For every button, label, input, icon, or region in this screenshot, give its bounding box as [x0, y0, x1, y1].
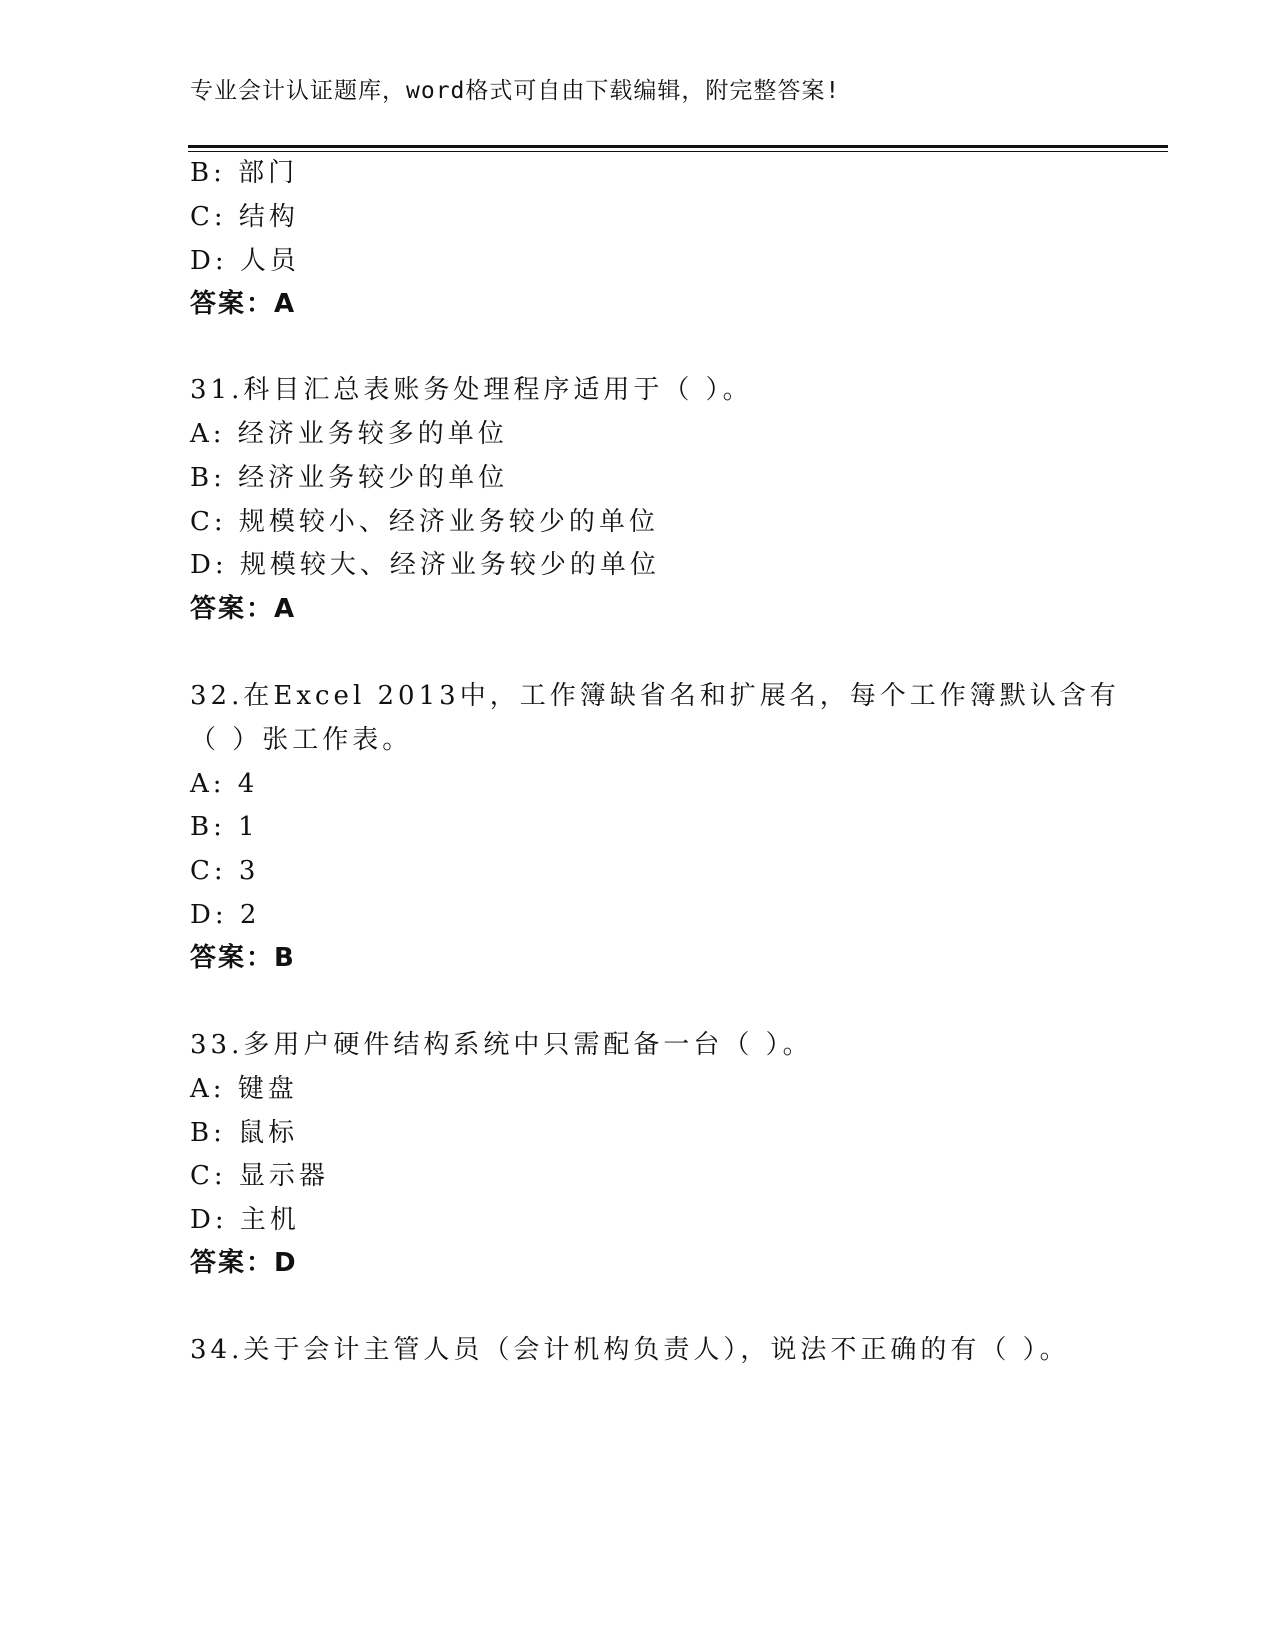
- answer-value: D: [274, 1248, 298, 1278]
- question-33-answer: [190, 1250, 298, 1276]
- answer-label: 答案：: [190, 1248, 275, 1278]
- header-divider-thick: [188, 145, 1168, 148]
- question-32-option-c: C: 3: [190, 856, 260, 886]
- question-31-option-b: B: 经济业务较少的单位: [190, 463, 509, 493]
- question-31-stem: 31.科目汇总表账务处理程序适用于（ ）。: [190, 375, 753, 405]
- question-33-option-c: C: 显示器: [190, 1161, 329, 1191]
- question-33-option-b: B: 鼠标: [190, 1118, 299, 1148]
- answer-label: 答案：: [190, 594, 275, 624]
- header-divider-thin: [188, 151, 1168, 152]
- question-31-option-d: D: 规模较大、经济业务较少的单位: [190, 550, 660, 580]
- question-33-option-d: D: 主机: [190, 1205, 300, 1235]
- answer-label: 答案：: [190, 289, 275, 319]
- question-33-option-a: A: 键盘: [190, 1074, 298, 1104]
- prev-answer: [190, 291, 296, 317]
- question-32-stem-line-1: 32.在Excel 2013中，工作簿缺省名和扩展名，每个工作簿默认含有: [190, 681, 1120, 711]
- answer-value: A: [274, 289, 297, 319]
- question-32-option-a: A: 4: [190, 769, 259, 799]
- question-31-option-c: C: 规模较小、经济业务较少的单位: [190, 507, 659, 537]
- question-34-stem: 34.关于会计主管人员（会计机构负责人），说法不正确的有（ ）。: [190, 1335, 1070, 1365]
- question-31-answer: [190, 596, 296, 622]
- answer-value: A: [274, 594, 297, 624]
- answer-label: 答案：: [190, 943, 275, 973]
- prev-option-b: B: 部门: [190, 158, 299, 188]
- prev-option-d: D: 人员: [190, 246, 300, 276]
- answer-value: B: [274, 943, 296, 973]
- question-32-answer: [190, 945, 296, 971]
- question-32-option-b: B: 1: [190, 812, 259, 842]
- question-33-stem: 33.多用户硬件结构系统中只需配备一台（ ）。: [190, 1030, 813, 1060]
- question-32-stem-line-2: （ ）张工作表。: [190, 725, 413, 755]
- page-header: 专业会计认证题库，word格式可自由下载编辑，附完整答案!: [190, 78, 841, 104]
- question-32-option-d: D: 2: [190, 900, 261, 930]
- question-31-option-a: A: 经济业务较多的单位: [190, 419, 508, 449]
- prev-option-c: C: 结构: [190, 202, 299, 232]
